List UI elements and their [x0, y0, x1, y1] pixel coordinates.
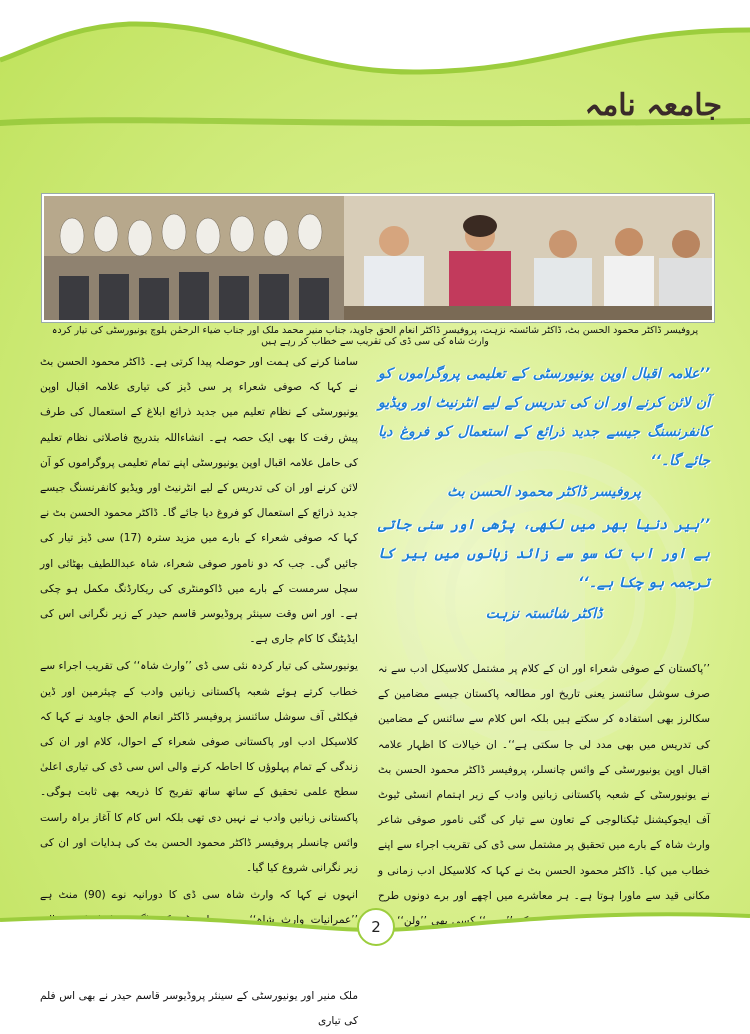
pull-quote-2: ’’ہیر دنیا بھر میں لکھی، پڑھی اور سنی جاتی ہے اور اب تک سو سے زائد زبانوں میں ہیر کا ترجمہ ہو چکا ہے۔‘‘ — [378, 517, 710, 591]
article-left-column — [40, 350, 359, 1028]
pull-quote-2-author: ڈاکٹر شائستہ نزہت — [485, 606, 603, 622]
article-paragraph: ’’پاکستان کے صوفی شعراء اور ان کے کلام پر مشتمل کلاسیکل ادب سے نہ صرف سوشل سائنسز یعنی تاریخ اور مطالعہ پاکستان جیسے مضامین کے سکالرز بھی استفادہ کر سکتے ہیں بلکہ اس کلام سے سائنس کے مضامین کی تدریس میں بھی مدد لی جا سکتی ہے‘‘۔ ان خیالات کا اظہار علامہ اقبال اوپن یونیورسٹی کے وائس چانسلر، پروفیسر ڈاکٹر محمود الحسن بٹ نے یونیورسٹی کے شعبہ پاکستانی زبانیں وادب کے زیر اہتمام انسٹی ٹیوٹ آف ایجوکیشنل ٹیکنالوجی کے تعاون سے تیار کی گئی نامور صوفی شاعر وارث شاہ کے بارے میں تحقیق پر مشتمل سی ڈی کی تقریب اجراء سے اپنے خطاب میں کیا۔ ڈاکٹر محمود الحسن بٹ نے کہا کہ کلاسیکل ادب زمانی و مکانی قید سے ماورا ہوتا ہے۔ ہر معاشرے میں اچھے اور برے دونوں طرح ’’ہیرو‘‘ کسی بھی ’’ولن‘‘ — [378, 663, 710, 928]
pull-quote-1: ’’علامہ اقبال اوپن یونیورسٹی کے تعلیمی پروگراموں کو آن لائن کرنے اور ان کی تدریس کے لیے انٹرنیٹ اور ویڈیو کانفرنسنگ جیسے جدید ذرائع کے استعمال کو فروغ دیا جائے گا۔‘‘ — [378, 366, 710, 469]
page-number: 2 — [357, 908, 395, 946]
article-paragraph: انہوں نے کہا کہ وارث شاہ سی ڈی کا دورانیہ نوے (90) منٹ ہے ’’عمرانیات وارث شاہ‘‘ پر پی ملک منیر اور یونیورسٹی کے سینئر پروڈیوسر قاسم حیدر نے بھی اس فلم کی تیاری — [40, 889, 359, 1028]
photo-caption: پروفیسر ڈاکٹر محمود الحسن بٹ، ڈاکٹر شائستہ نزہت، پروفیسر ڈاکٹر انعام الحق جاوید، جناب منیر محمد ملک اور جناب ضیاء الرحمٰن بلوچ یونیورسٹی کی تیار کردہ وارث شاہ کی سی ڈی کی تقریب سے خطاب کر رہے ہیں — [51, 325, 699, 347]
article-paragraph: سامنا کرنے کی ہمت اور حوصلہ پیدا کرتی ہے۔ ڈاکٹر محمود الحسن بٹ نے کہا کہ صوفی شعراء پر سی ڈیز کی تیاری علامہ اقبال اوپن یونیورسٹی کے نظام تعلیم میں جدید ذرائع ابلاغ کے استعمال کی طرف پیش رفت کا بھی ایک حصہ ہے۔ انشاءاللہ بتدریج فاصلاتی نظام تعلیم کی حامل علامہ اقبال اوپن یونیورسٹی اپنے تمام تعلیمی پروگراموں کو آن لائن کرنے اور ان کی تدریس کے لیے انٹرنیٹ اور ویڈیو کانفرنسنگ جیسے جدید ذرائع کے استعمال کو فروغ دیا جائے گا۔ ڈاکٹر محمود الحسن بٹ نے کہا کہ صوفی شعراء کے بارے میں مزید سترہ (17) سی ڈیز تیار کی جائیں گی۔ جب کہ دو نامور صوفی شعراء، شاہ عبداللطیف بھٹائی اور سچل سرمست کے بارے میں ڈاکومنٹری کی ریکارڈنگ مکمل ہو چکی ہے۔ اور اس وقت سینئر پروڈیوسر قاسم حیدر کے زیر نگرانی اس کی ایڈیٹنگ کا کام جاری ہے۔ — [40, 356, 358, 646]
article-paragraph: یونیورسٹی کی تیار کردہ نئی سی ڈی ’’وارث شاہ‘‘ کی تقریب اجراء سے خطاب کرتے ہوئے شعبہ پاکستانی زبانیں وادب کے چیئرمین اور ڈین فیکلٹی آف سوشل سائنسز پروفیسر ڈاکٹر انعام الحق جاوید نے کہا کہ کلاسیکل ادب اور پاکستانی صوفی شعراء کے احوال، کلام اور ان کی زندگی کے تمام پہلوؤں کا احاطہ کرنے والی اس سی ڈی کی تیاری اعلیٰ سطح علمی تحقیق کے ساتھ ساتھ تفریح کا ذریعہ بھی ثابت ہوگی۔ پاکستانی زبانیں وادب نے نہیں دی تھی بلکہ اس کام کا آغاز براہ راست وائس چانسلر پروفیسر ڈاکٹر محمود الحسن بٹ کی ہدایات اور ان کی زیر نگرانی شروع کیا گیا۔ — [40, 660, 358, 875]
article-right-column — [378, 350, 710, 928]
masthead-title: جامعہ نامہ — [584, 88, 722, 123]
event-photo — [42, 194, 714, 322]
pull-quote-1-author: پروفیسر ڈاکٹر محمود الحسن بٹ — [447, 484, 641, 500]
